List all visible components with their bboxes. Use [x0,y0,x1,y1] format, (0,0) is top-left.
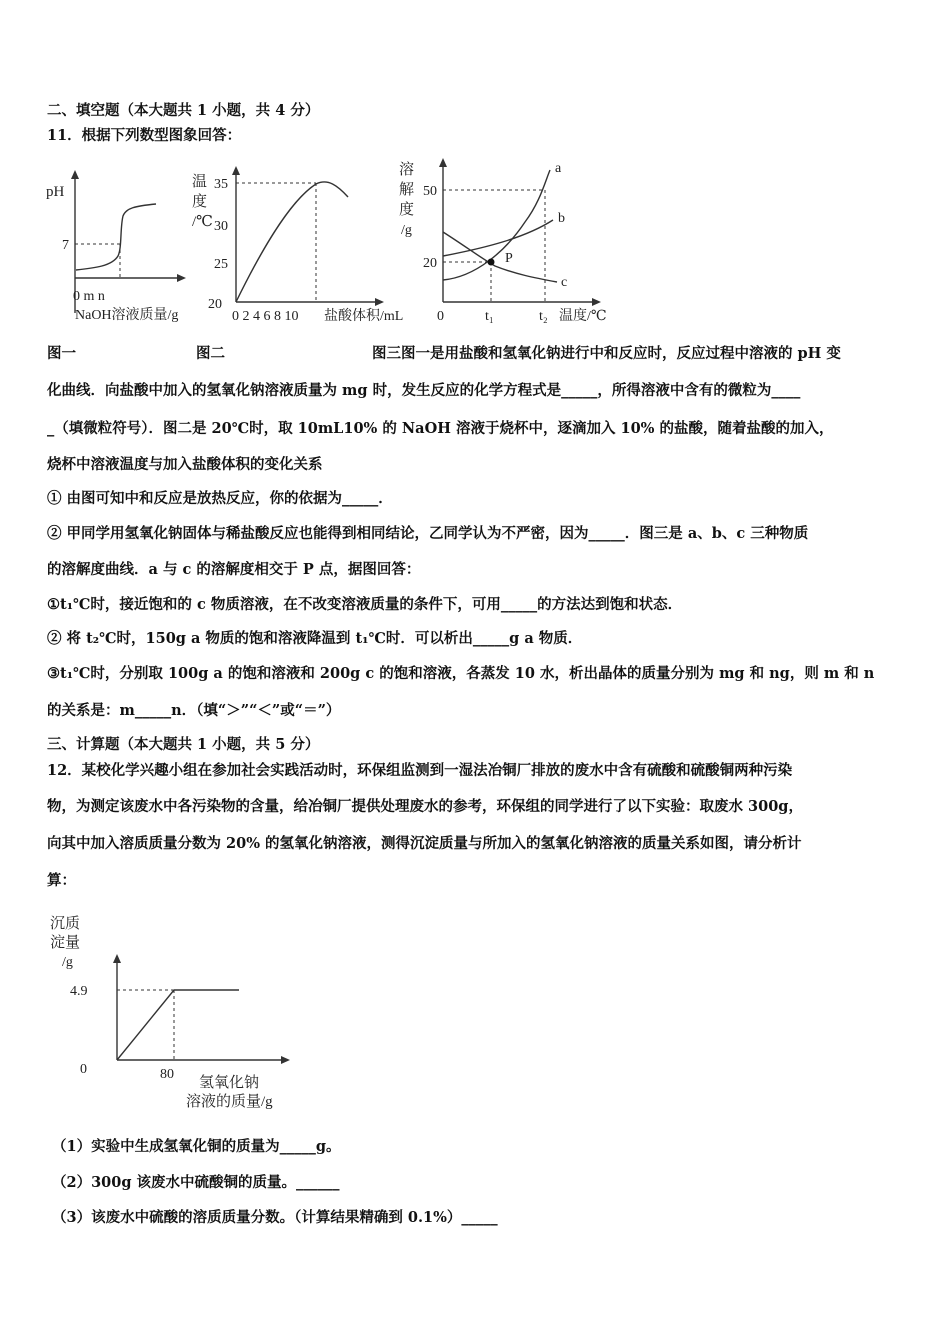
fig1-x-ticks: 0 m n [73,289,105,304]
section-heading-calc: 三、计算题（本大题共 1 小题，共 5 分） [47,736,320,753]
q11-text-line-4: 烧杯中溶液温度与加入盐酸体积的变化关系 [47,456,323,473]
figure-4-precipitate-chart [44,910,304,1115]
fig2-y-tick-25: 25 [214,257,228,272]
fig1-y-tick: 7 [62,238,69,253]
q11-text-line-2: 化曲线．向盐酸中加入的氢氧化钠溶液质量为 mg 时，发生反应的化学方程式是_____，所得溶液中含有的微粒为____ [47,382,801,399]
q11-text-line-3: _（填微粒符号）．图二是 20℃时，取 10mL10% 的 NaOH 溶液于烧杯中，逐滴加入 10% 的盐酸，随着盐酸的加入， [47,420,834,437]
q11-text-line-1: 图三图一是用盐酸和氢氧化钠进行中和反应时，反应过程中溶液的 pH 变 [372,345,841,362]
fig4-y-label-3: /g [62,955,73,970]
q12-text-line-1: 12．某校化学兴趣小组在参加社会实践活动时，环保组监测到一湿法冶铜厂排放的废水中含有硫酸和硫酸铜两种污染 [47,762,793,779]
fig4-y-tick: 4.9 [70,984,88,999]
fig3-curve-a [443,170,550,280]
figure-2-temperature-chart [188,162,404,328]
q11-text-line-6: ② 甲同学用氢氧化钠固体与稀盐酸反应也能得到相同结论，乙同学认为不严密，因为_____．图三是 a、b、c 三种物质 [47,525,809,542]
fig4-x-label-2: 溶液的质量/g [186,1094,273,1110]
figure-1-caption: 图一 [47,345,76,362]
fig3-x-tick-t1: t₁ [485,309,494,324]
section-heading-fill: 二、填空题（本大题共 1 小题，共 4 分） [47,102,320,119]
q11-text-line-8: ①t₁℃时，接近饱和的 c 物质溶液，在不改变溶液质量的条件下，可用_____的方法达到饱和状态． [47,596,683,613]
figure-1-ph-chart [40,168,210,328]
question-11-title: 11．根据下列数型图象回答： [47,127,242,144]
fig3-point-p-label: P [505,251,513,266]
fig1-y-label: pH [46,184,65,200]
fig3-y-tick-20: 20 [423,256,437,271]
fig1-x-label: NaOH溶液质量/g [75,308,179,323]
fig3-y-label-4: /g [401,223,412,238]
q12-sub-1: （1）实验中生成氢氧化铜的质量为_____g。 [52,1138,341,1155]
fig3-y-tick-50: 50 [423,184,437,199]
fig3-y-label-1: 溶 [399,162,415,178]
q11-text-line-7: 的溶解度曲线．a 与 c 的溶解度相交于 P 点，据图回答： [47,561,421,578]
fig2-x-arrow [375,298,384,306]
fig3-y-label-3: 度 [399,202,415,218]
fig3-x-tick-0: 0 [437,309,444,324]
fig4-y-arrow [113,954,121,963]
q11-text-line-10: ③t₁℃时，分别取 100g a 的饱和溶液和 200g c 的饱和溶液，各蒸发 10 水，析出晶体的质量分别为 mg 和 ng，则 m 和 n [47,665,875,682]
fig2-y-tick-30: 30 [214,219,228,234]
q11-text-line-5: ① 由图可知中和反应是放热反应，你的依据为_____． [47,490,393,507]
fig4-x-arrow [281,1056,290,1064]
fig3-curve-b [443,220,553,256]
fig3-x-label: 温度/℃ [559,309,607,324]
fig4-rising-line [117,990,174,1060]
q12-sub-2: （2）300g 该废水中硫酸铜的质量。______ [52,1174,340,1191]
fig3-curve-b-label: b [558,211,565,226]
fig3-y-arrow [439,158,447,167]
fig4-y-label-1: 沉质 [50,916,81,932]
fig4-x-label-1: 氢氧化钠 [199,1075,260,1091]
q12-text-line-3: 向其中加入溶质质量分数为 20% 的氢氧化钠溶液，测得沉淀质量与所加入的氢氧化钠溶液的质量关系如图，请分析计 [47,835,802,852]
fig2-y-tick-20: 20 [208,297,222,312]
fig3-curve-c [443,232,557,282]
fig2-y-arrow [232,166,240,175]
figure-2-caption: 图二 [196,345,225,362]
fig2-x-label: 盐酸体积/mL [324,309,404,324]
fig3-x-arrow [592,298,601,306]
fig2-y-label-3: /℃ [192,214,213,230]
fig3-point-p [488,259,495,266]
fig1-x-arrow [177,274,186,282]
fig2-y-label-1: 温 [192,174,208,190]
fig4-y-label-2: 淀量 [50,935,81,951]
fig1-y-arrow [71,170,79,179]
q12-text-line-2: 物，为测定该废水中各污染物的含量，给冶铜厂提供处理废水的参考，环保组的同学进行了以下实验：取废水 300g， [47,798,803,815]
fig2-y-tick-35: 35 [214,177,228,192]
fig3-x-tick-t2: t₂ [539,309,548,324]
fig3-curve-c-label: c [561,275,568,290]
fig4-x-origin: 0 [80,1062,87,1077]
fig2-x-ticks: 0 2 4 6 8 10 [232,309,299,324]
fig3-y-label-2: 解 [399,182,415,198]
fig2-temp-curve [236,182,348,302]
fig3-curve-a-label: a [555,161,562,176]
fig4-x-tick: 80 [160,1067,174,1082]
q12-text-line-4: 算： [47,872,76,889]
fig2-y-label-2: 度 [192,194,208,210]
figure-3-solubility-chart [395,152,620,328]
q12-sub-3: （3）该废水中硫酸的溶质质量分数。（计算结果精确到 0.1%）_____ [52,1209,498,1226]
fig1-ph-curve [76,204,156,270]
q11-text-line-11: 的关系是：m_____n．（填“＞”“＜”或“＝”） [47,702,341,719]
q11-text-line-9: ② 将 t₂℃时，150g a 物质的饱和溶液降温到 t₁℃时．可以析出_____g a 物质． [47,630,583,647]
